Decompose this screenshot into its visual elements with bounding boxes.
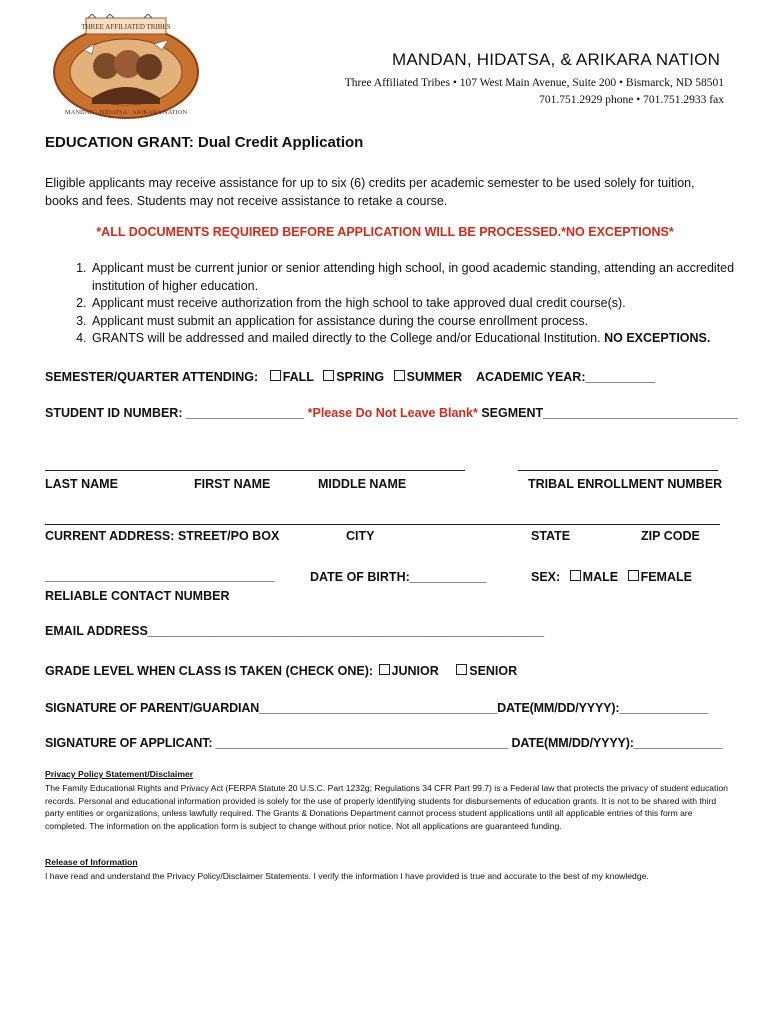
state-label: STATE [531,529,571,543]
senior-checkbox[interactable] [456,664,467,675]
zip-code-label: ZIP CODE [641,529,700,543]
first-name-label: FIRST NAME [194,477,271,491]
release-text: I have read and understand the Privacy Policy/Disclaimer Statements. I verify the information I have provided is true and accurate to the best of my knowledge. [45,871,649,881]
spring-checkbox[interactable] [323,370,334,381]
organization-name: MANDAN, HIDATSA, & ARIKARA NATION [392,50,721,69]
organization-address: Three Affiliated Tribes • 107 West Main Avenue, Suite 200 • Bismarck, ND 58501 [344,77,724,89]
student-id-field[interactable]: STUDENT ID NUMBER: _________________ [45,406,305,420]
segment-field[interactable]: SEGMENT____________________________ [481,406,738,420]
male-checkbox[interactable] [570,570,581,581]
semester-label: SEMESTER/QUARTER ATTENDING: [45,370,259,384]
academic-year-field[interactable]: ACADEMIC YEAR:__________ [476,370,656,384]
student-id-row [45,406,738,420]
contact-number-field[interactable]: _________________________________ [45,569,275,583]
requirement-item: 1. Applicant must be current junior or senior attending high school, in good academic standing, attending an accredited institution of higher education. [90,260,770,295]
summer-option[interactable]: SUMMER [394,370,463,384]
seal-bottom-text: MANDAN · HIDATSA · ARIKARA NATION [64,109,188,116]
documents-required-notice: *ALL DOCUMENTS REQUIRED BEFORE APPLICATION WILL BE PROCESSED.*NO EXCEPTIONS* [96,225,674,239]
privacy-heading: Privacy Policy Statement/Disclaimer [45,769,194,779]
address-line[interactable] [45,524,720,525]
fall-option[interactable]: FALL [270,370,314,384]
name-line[interactable] [45,470,465,471]
grade-level-row [45,664,517,678]
requirement-item: 3. Applicant must submit an application for assistance during the course enrollment process. [90,313,770,331]
student-id-note: *Please Do Not Leave Blank* [307,406,478,420]
parent-signature-field[interactable]: SIGNATURE OF PARENT/GUARDIAN___________________________________DATE(MM/DD/YYYY):_____________ [45,701,708,715]
email-address-field[interactable]: EMAIL ADDRESS_________________________________________________________ [45,624,545,638]
fall-checkbox[interactable] [270,370,281,381]
spring-option[interactable]: SPRING [323,370,384,384]
tribal-seal-logo [48,14,204,124]
middle-name-label: MIDDLE NAME [318,477,407,491]
male-option[interactable]: MALE [570,570,618,584]
requirement-item [90,330,770,348]
requirement-item: 2. Applicant must receive authorization from the high school to take approved dual credit course(s). [90,295,770,313]
female-option[interactable]: FEMALE [628,570,692,584]
junior-checkbox[interactable] [379,664,390,675]
junior-option[interactable]: JUNIOR [379,664,439,678]
sex-row [531,570,692,584]
address-label: CURRENT ADDRESS: STREET/PO BOX [45,529,280,543]
tribal-enrollment-line[interactable] [518,470,718,471]
organization-phone: 701.751.2929 phone • 701.751.2933 fax [539,94,724,106]
requirement-item-text: GRANTS will be addressed and mailed directly to the College and/or Educational Institution. [92,331,601,345]
grade-level-label: GRADE LEVEL WHEN CLASS IS TAKEN (CHECK ONE): [45,664,374,678]
last-name-label: LAST NAME [45,477,118,491]
privacy-text: The Family Educational Rights and Privacy Act (FERPA Statute 20 U.S.C. Part 1232g; Regulations 34 CFR Part 99.7) is a Federal law that protects the privacy of student education records. Personal and educational information provided is solely for the use of properly identifying students for disbursements of education grants. It is not to be shared with third party entities or organizations, unless lawfully required. The Grants & Donations Department cannot process student applications until all applicable entries of this form are completed. The information on the application form is subject to change without prior notice. Not all applications are guaranteed funding. [45,783,728,831]
city-label: CITY [346,529,375,543]
female-checkbox[interactable] [628,570,639,581]
summer-checkbox[interactable] [394,370,405,381]
form-title: EDUCATION GRANT: Dual Credit Application [45,134,364,151]
seal-top-text: THREE AFFILIATED TRIBES [81,23,171,31]
sex-label: SEX: [531,570,561,584]
requirements-list [48,260,770,348]
senior-option[interactable]: SENIOR [456,664,517,678]
tribal-enrollment-label: TRIBAL ENROLLMENT NUMBER [528,477,723,491]
intro-paragraph: Eligible applicants may receive assistance for up to six (6) credits per academic semester to be used solely for tuition, books and fees. Students may not receive assistance to retake a course. [45,176,695,208]
release-heading: Release of Information [45,857,138,867]
applicant-signature-field[interactable]: SIGNATURE OF APPLICANT: ___________________________________________ DATE(MM/DD/YYYY):_____________ [45,736,723,750]
no-exceptions-emphasis: NO EXCEPTIONS. [604,331,711,345]
semester-attending-row [45,370,462,384]
contact-number-label: RELIABLE CONTACT NUMBER [45,589,230,603]
date-of-birth-field[interactable]: DATE OF BIRTH:___________ [310,570,487,584]
